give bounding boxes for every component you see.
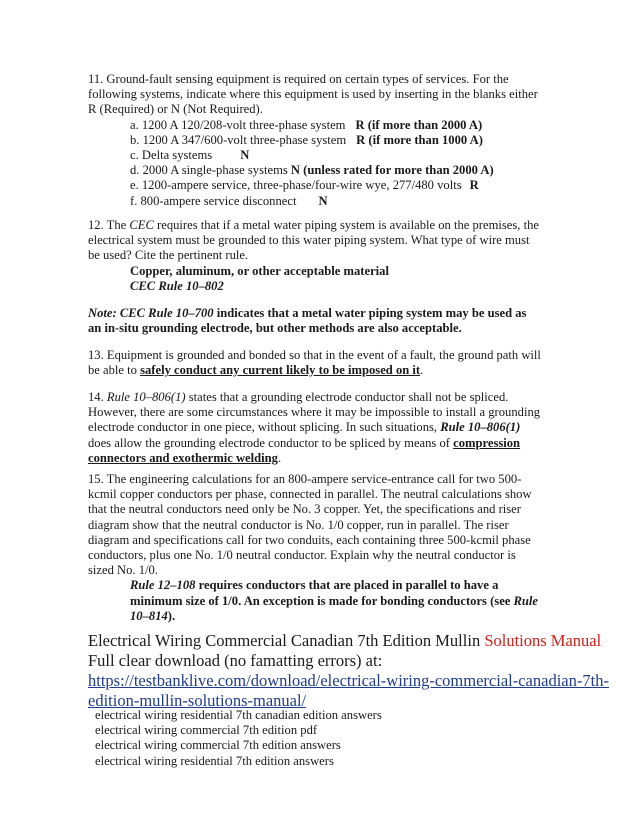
item-text: b. 1200 A 347/600-volt three-phase system <box>130 132 347 147</box>
footer-title-text: Electrical Wiring Commercial Canadian 7th Edition Mullin <box>88 631 485 650</box>
item-answer: R (if more than 1000 A) <box>356 132 483 147</box>
q12-line <box>88 218 558 233</box>
item-answer: N <box>318 193 328 208</box>
note-line: an in-situ grounding electrode, but other methods are also acceptable. <box>88 321 462 336</box>
q13-answer: safely conduct any current likely to be imposed on it <box>140 363 421 378</box>
q15-answer-line <box>88 609 558 624</box>
q14-line: However, there are some circumstances where it may be impossible to install a grounding <box>88 405 541 420</box>
question-14 <box>88 390 558 466</box>
q15-rule: Rule <box>513 593 539 608</box>
q13-suffix: . <box>420 363 424 378</box>
q14-answer: connectors and exothermic welding <box>88 450 278 465</box>
q13-line: 13. Equipment is grounded and bonded so that in the event of a fault, the ground path will <box>88 348 541 362</box>
download-url[interactable]: edition-mullin-solutions-manual/ <box>88 691 307 710</box>
download-url[interactable]: https://testbanklive.com/download/electrical-wiring-commercial-canadian-7th- <box>88 671 609 690</box>
q15-answer-line <box>88 594 558 609</box>
q11-intro-line: R (Required) or N (Not Required). <box>88 102 263 117</box>
q14-answer: compression <box>453 435 521 450</box>
q11-intro-line: 11. Ground-fault sensing equipment is required on certain types of services. For the <box>88 72 509 86</box>
q14-suffix: . <box>277 450 282 465</box>
question-13 <box>88 348 558 378</box>
question-12 <box>88 218 558 294</box>
footer-title <box>88 631 602 651</box>
q15-answer-text: minimum size of 1/0. An exception is made for bonding conductors (see <box>130 593 514 608</box>
q14-rule: Rule 10–806(1) <box>106 390 186 404</box>
q11-intro-line: following systems, indicate where this equipment is used by inserting in the blanks either <box>88 87 538 102</box>
q11-item-b <box>88 133 558 148</box>
question-15 <box>88 472 558 624</box>
q15-line: conductors, plus one No. 1/0 neutral conductor. Explain why the neutral conductor is <box>88 548 516 563</box>
question-11 <box>88 72 558 209</box>
item-answer: R <box>469 178 479 193</box>
solutions-manual-link[interactable]: Solutions Manual <box>484 631 602 650</box>
keyword-item: electrical wiring commercial 7th edition pdf <box>95 723 318 738</box>
q14-rule: Rule 10–806(1) <box>440 420 521 435</box>
item-answer: N (unless rated for more than 2000 A) <box>290 163 494 178</box>
note-label: Note: CEC Rule 10–700 <box>88 306 214 320</box>
q11-item-e <box>88 178 558 193</box>
q15-rule: 10–814 <box>130 608 168 623</box>
item-text: d. 2000 A single-phase systems <box>130 163 288 178</box>
item-answer: N <box>240 148 250 163</box>
q12-answer-rule: CEC Rule 10–802 <box>130 278 224 293</box>
keyword-list <box>95 708 382 769</box>
q14-text: does allow the grounding electrode conductor to be spliced by means of <box>88 435 454 450</box>
q15-line: diagram show that the neutral conductor is No. 1/0 copper, run in parallel. The riser <box>88 517 509 532</box>
note-text: indicates that a metal water piping system may be used as <box>213 306 527 320</box>
q14-line <box>88 420 558 435</box>
keyword-item: electrical wiring residential 7th canadian edition answers <box>95 708 382 722</box>
q14-text: states that a grounding electrode conductor shall not be spliced. <box>185 390 509 404</box>
q15-answer-text: ). <box>167 608 176 623</box>
q12-prefix: 12. The <box>88 218 130 232</box>
q13-line <box>88 363 558 378</box>
keyword-item: electrical wiring commercial 7th edition answers <box>95 738 341 753</box>
q11-item-f <box>88 194 558 209</box>
q14-line <box>88 451 558 466</box>
keyword-item: electrical wiring residential 7th edition answers <box>95 753 334 768</box>
q14-prefix: 14. <box>88 390 107 404</box>
q11-item-a <box>88 118 558 133</box>
item-text: a. 1200 A 120/208-volt three-phase system <box>130 117 346 132</box>
q14-text: electrode conductor in one piece, without splicing. In such situations, <box>88 420 441 435</box>
note-line <box>88 306 558 321</box>
q13-prefix: be able to <box>88 363 141 378</box>
q12-cec: CEC <box>129 218 154 232</box>
q15-line: that the neutral conductors need only be No. 3 copper. Yet, the specifications and riser <box>88 502 521 517</box>
q12-suffix: requires that if a metal water piping system is available on the premises, the <box>153 218 539 232</box>
q15-answer-line <box>88 578 558 593</box>
item-text: f. 800-ampere service disconnect <box>130 193 297 208</box>
q11-item-d <box>88 163 558 178</box>
q12-answer: Copper, aluminum, or other acceptable material <box>130 263 389 278</box>
q11-item-c <box>88 148 558 163</box>
q12-line: be used? Cite the pertinent rule. <box>88 248 249 263</box>
q15-rule: Rule 12–108 <box>130 578 196 593</box>
item-text: e. 1200-ampere service, three-phase/four-wire wye, 277/480 volts <box>130 178 462 193</box>
q15-line: diagram and specifications call for two conduits, each containing three 500-kcmil phase <box>88 532 531 547</box>
footer <box>88 631 609 711</box>
item-text: c. Delta systems <box>130 148 213 163</box>
q14-line <box>88 390 558 405</box>
q15-line: kcmil copper conductors per phase, connected in parallel. The neutral calculations show <box>88 487 532 502</box>
q14-line <box>88 436 558 451</box>
q15-line: sized No. 1/0. <box>88 563 158 578</box>
q15-answer-text: requires conductors that are placed in parallel to have a <box>195 578 499 593</box>
q12-line: electrical system must be grounded to this water piping system. What type of wire must <box>88 233 530 248</box>
download-text: Full clear download (no famatting errors) at: <box>88 651 383 670</box>
item-answer: R (if more than 2000 A) <box>355 117 483 132</box>
note <box>88 306 558 336</box>
q15-line: 15. The engineering calculations for an 800-ampere service-entrance call for two 500- <box>88 472 522 486</box>
